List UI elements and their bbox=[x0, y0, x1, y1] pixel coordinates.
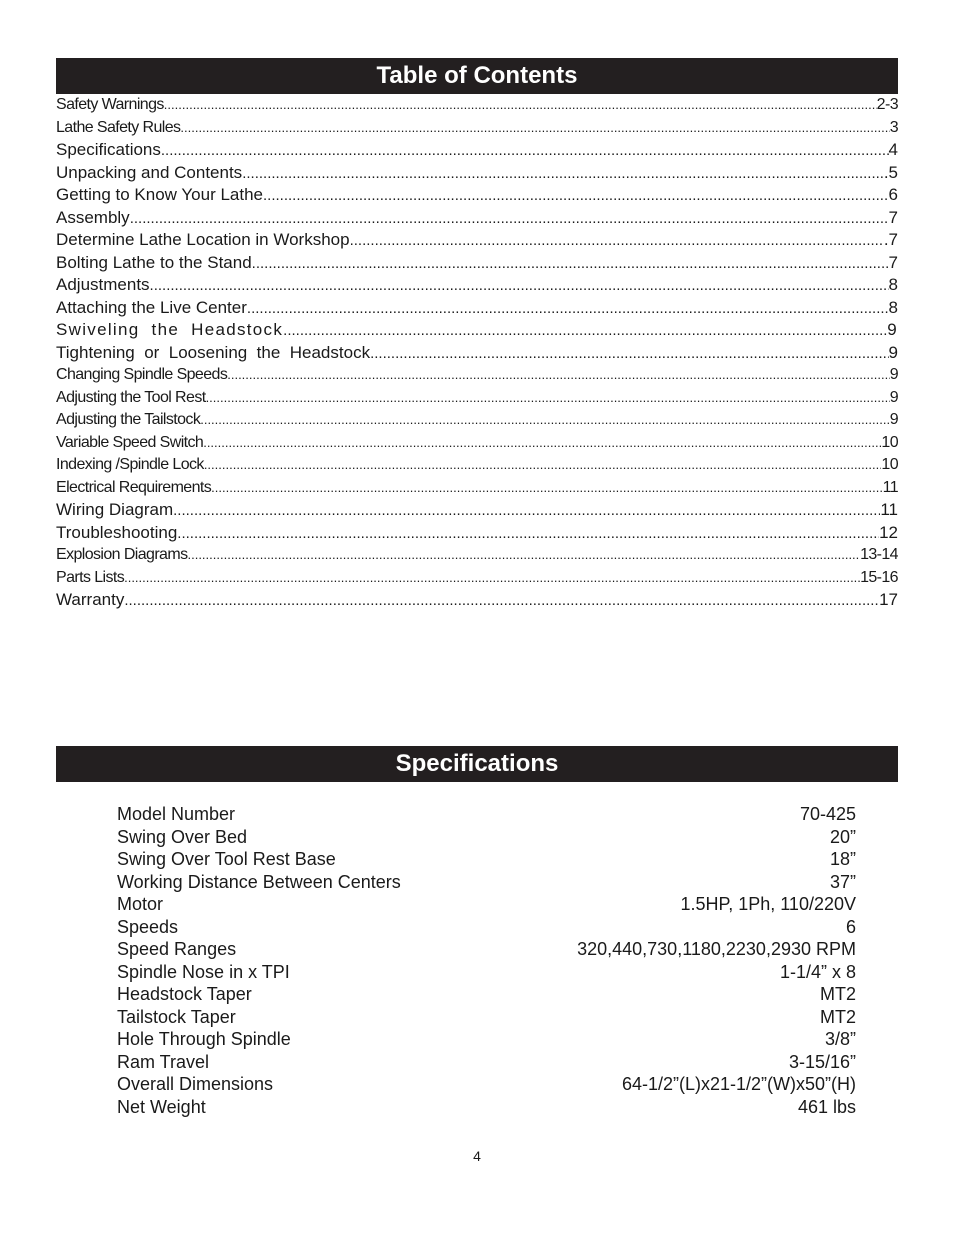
leader-dots bbox=[161, 140, 889, 162]
toc-entry[interactable] bbox=[56, 207, 898, 230]
toc-entry-page: 9 bbox=[888, 342, 898, 362]
toc-entry-title: Indexing /Spindle Lock bbox=[56, 456, 204, 473]
leader-dots bbox=[263, 185, 889, 207]
toc-entry[interactable] bbox=[56, 567, 898, 590]
spec-label: Working Distance Between Centers bbox=[117, 871, 401, 892]
spec-row bbox=[117, 1096, 856, 1119]
leader-dots bbox=[283, 320, 887, 342]
toc-entry-title: Tightening or Loosening the Headstock bbox=[56, 342, 371, 362]
spec-value: 1-1/4” x 8 bbox=[779, 961, 856, 982]
toc-entry-page: 10 bbox=[881, 456, 898, 473]
toc-entry-page: 4 bbox=[888, 140, 898, 159]
toc-entry[interactable] bbox=[56, 342, 898, 365]
toc-entry-page: 9 bbox=[889, 411, 898, 428]
leader-dots bbox=[187, 544, 860, 567]
toc-entry-title: Changing Spindle Speeds bbox=[56, 366, 228, 383]
spec-label: Tailstock Taper bbox=[117, 1006, 236, 1027]
leader-dots bbox=[206, 387, 890, 410]
spec-label: Overall Dimensions bbox=[117, 1074, 274, 1094]
leader-dots bbox=[242, 163, 884, 185]
toc-entry[interactable] bbox=[56, 184, 898, 207]
toc-entry-page: 9 bbox=[889, 388, 898, 406]
toc-entry[interactable] bbox=[56, 94, 898, 117]
toc-entry[interactable] bbox=[56, 409, 898, 432]
spec-value: 3/8” bbox=[824, 1029, 856, 1049]
toc-entry-title: Getting to Know Your Lathe bbox=[56, 185, 263, 204]
toc-entry[interactable] bbox=[56, 139, 898, 162]
toc-entry[interactable] bbox=[56, 477, 898, 500]
spec-value: 1.5HP, 1Ph, 110/220V bbox=[680, 894, 856, 914]
toc-entry-page: 10 bbox=[881, 433, 898, 451]
toc-entry[interactable] bbox=[56, 432, 898, 455]
spec-label: Ram Travel bbox=[117, 1051, 210, 1072]
toc-entry-title: Electrical Requirements bbox=[56, 478, 212, 496]
spec-value: 461 lbs bbox=[797, 1096, 856, 1117]
toc-entry-page: 12 bbox=[879, 522, 898, 542]
toc-entry[interactable] bbox=[56, 319, 898, 342]
spec-row bbox=[117, 1028, 856, 1051]
spec-value: 20” bbox=[829, 826, 856, 847]
spec-value: 3-15/16” bbox=[788, 1051, 856, 1072]
leader-dots bbox=[180, 117, 889, 140]
leader-dots bbox=[227, 364, 889, 387]
leader-dots bbox=[130, 208, 889, 230]
toc-entry-page: 6 bbox=[888, 185, 898, 204]
toc-entry-title: Lathe Safety Rules bbox=[56, 118, 181, 136]
specifications-table bbox=[117, 803, 856, 1118]
leader-dots bbox=[173, 500, 880, 522]
spec-value: 70-425 bbox=[799, 804, 856, 824]
toc-entry[interactable] bbox=[56, 162, 898, 185]
toc-entry-page: 11 bbox=[882, 478, 898, 496]
spec-value: 18” bbox=[829, 849, 856, 869]
spec-value: 6 bbox=[845, 916, 856, 937]
toc-entry-page: 7 bbox=[888, 207, 898, 227]
toc-entry-title: Adjusting the Tailstock bbox=[56, 411, 201, 428]
spec-label: Speed Ranges bbox=[117, 939, 237, 959]
leader-dots bbox=[247, 298, 889, 320]
toc-entry-page: .5 bbox=[883, 162, 898, 182]
spec-value: MT2 bbox=[820, 1006, 856, 1027]
spec-row bbox=[117, 1051, 856, 1074]
toc-entry-title: Parts Lists bbox=[56, 568, 125, 586]
leader-dots bbox=[252, 253, 889, 275]
spec-row bbox=[117, 826, 856, 849]
leader-dots bbox=[204, 454, 882, 477]
spec-row bbox=[117, 961, 856, 984]
toc-entry[interactable] bbox=[56, 274, 898, 297]
toc-entry-title: Adjustments bbox=[56, 275, 150, 294]
leader-dots bbox=[203, 432, 881, 455]
spec-label: Speeds bbox=[117, 916, 179, 937]
toc-entry[interactable] bbox=[56, 454, 898, 477]
spec-label: Net Weight bbox=[117, 1096, 206, 1117]
toc-entry[interactable] bbox=[56, 522, 898, 545]
leader-dots bbox=[350, 230, 884, 252]
toc-entry[interactable] bbox=[56, 229, 898, 252]
toc-entry-title: Variable Speed Switch bbox=[56, 433, 204, 451]
toc-entry[interactable] bbox=[56, 252, 898, 275]
toc-heading: Table of Contents bbox=[56, 58, 898, 94]
toc-entry[interactable] bbox=[56, 544, 898, 567]
spec-row bbox=[117, 893, 856, 916]
toc-entry-page: 7 bbox=[888, 252, 898, 272]
toc-entry-title: Specifications bbox=[56, 140, 161, 159]
toc-entry-page: 9 bbox=[887, 320, 898, 339]
toc-entry[interactable] bbox=[56, 364, 898, 387]
leader-dots bbox=[177, 523, 879, 545]
toc-entry-title: Unpacking and Contents bbox=[56, 162, 243, 182]
toc-entry-page: 17 bbox=[879, 590, 898, 609]
toc-entry-title: Wiring Diagram bbox=[56, 500, 174, 519]
spec-row bbox=[117, 938, 856, 961]
spec-row bbox=[117, 848, 856, 871]
toc-entry-page: 8 bbox=[888, 275, 898, 294]
table-of-contents bbox=[56, 94, 898, 612]
toc-entry-page: 11 bbox=[880, 500, 898, 519]
toc-entry[interactable] bbox=[56, 499, 898, 522]
spec-row bbox=[117, 1006, 856, 1029]
toc-entry-page: .7 bbox=[883, 230, 898, 249]
toc-entry-title: Attaching the Live Center bbox=[56, 297, 247, 317]
leader-dots bbox=[211, 477, 882, 500]
toc-entry-title: Troubleshooting bbox=[56, 522, 178, 542]
toc-entry-title: Explosion Diagrams bbox=[56, 546, 188, 563]
toc-entry-title: Bolting Lathe to the Stand bbox=[56, 252, 252, 272]
leader-dots bbox=[124, 590, 879, 612]
spec-label: Swing Over Bed bbox=[117, 826, 248, 847]
toc-entry-title: Adjusting the Tool Rest bbox=[56, 388, 206, 406]
spec-label: Spindle Nose in x TPI bbox=[117, 961, 290, 982]
leader-dots bbox=[370, 343, 888, 365]
toc-entry[interactable] bbox=[56, 589, 898, 612]
spec-label: Motor bbox=[117, 894, 164, 914]
toc-entry[interactable] bbox=[56, 297, 898, 320]
toc-entry-page: 9 bbox=[889, 366, 898, 383]
spec-row bbox=[117, 871, 856, 894]
specifications-heading: Specifications bbox=[56, 746, 898, 782]
leader-dots bbox=[150, 275, 889, 297]
toc-entry[interactable] bbox=[56, 117, 898, 140]
spec-value: 37” bbox=[829, 871, 856, 892]
spec-value: 320,440,730,1180,2230,2930 RPM bbox=[577, 939, 856, 959]
page-number: 4 bbox=[473, 1148, 481, 1164]
spec-value: 64-1/2”(L)x21-1/2”(W)x50”(H) bbox=[621, 1074, 856, 1094]
spec-label: Swing Over Tool Rest Base bbox=[117, 849, 336, 869]
toc-entry-title: Assembly bbox=[56, 207, 130, 227]
toc-entry-page: 2-3 bbox=[876, 96, 898, 113]
spec-label: Hole Through Spindle bbox=[117, 1029, 291, 1049]
leader-dots bbox=[200, 409, 889, 432]
toc-entry-title: Determine Lathe Location in Workshop bbox=[56, 230, 350, 249]
spec-row bbox=[117, 983, 856, 1006]
spec-value: MT2 bbox=[820, 984, 856, 1004]
toc-entry-title: Swiveling the Headstock bbox=[56, 320, 284, 339]
spec-label: Headstock Taper bbox=[117, 984, 252, 1004]
toc-entry-page: 13-14 bbox=[860, 546, 898, 563]
spec-row bbox=[117, 1073, 856, 1096]
toc-entry-title: Safety Warnings bbox=[56, 96, 164, 113]
toc-entry[interactable] bbox=[56, 387, 898, 410]
toc-entry-page: 8 bbox=[888, 297, 898, 317]
spec-row bbox=[117, 916, 856, 939]
leader-dots bbox=[124, 567, 860, 590]
toc-entry-page: 15-16 bbox=[860, 568, 898, 586]
spec-row bbox=[117, 803, 856, 826]
toc-entry-page: 3 bbox=[889, 118, 898, 136]
leader-dots bbox=[164, 94, 877, 117]
toc-entry-title: Warranty bbox=[56, 590, 125, 609]
spec-label: Model Number bbox=[117, 804, 236, 824]
